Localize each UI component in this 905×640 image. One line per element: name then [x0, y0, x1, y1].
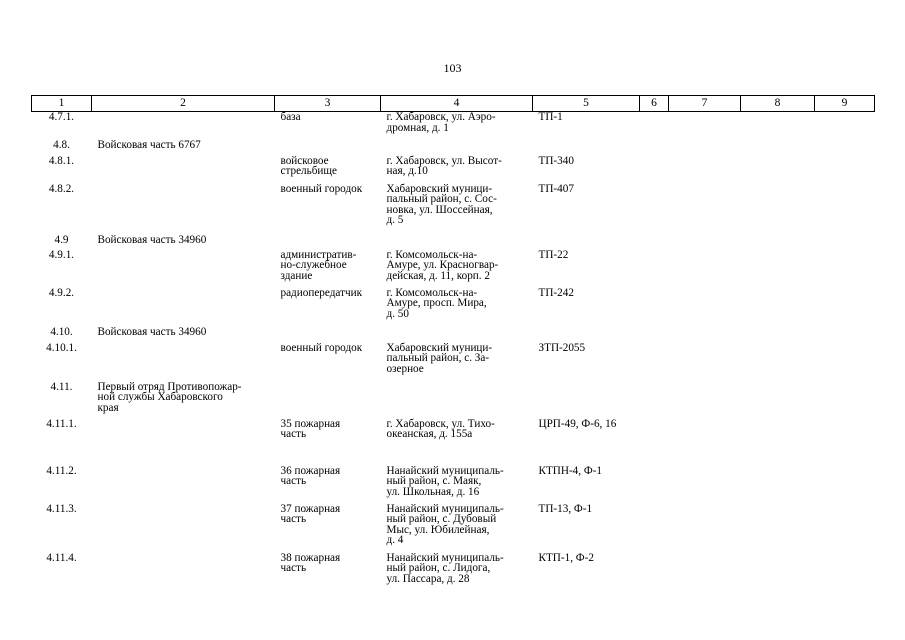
empty-cell-9: [815, 381, 875, 419]
substation-feeder: [533, 326, 640, 343]
organization-name: Войсковая часть 6767: [97, 138, 201, 151]
table-header: [32, 96, 875, 112]
empty-cell-9: [815, 466, 875, 504]
row-number: 4.10.: [50, 325, 73, 338]
column-header-4: 4: [381, 96, 533, 112]
empty-cell-9: [815, 343, 875, 381]
empty-cell-7: [669, 326, 741, 343]
row-number: 4.11.3.: [46, 502, 77, 515]
object-address: Нанайский муниципаль- ный район, с. Лидога, ул. Пассара, д. 28: [386, 551, 504, 585]
substation-feeder: ТП-1: [538, 111, 563, 123]
row-number: 4.8.1.: [48, 154, 75, 167]
empty-cell-9: [815, 250, 875, 288]
object-address: г. Комсомольск-на- Амуре, просп. Мира, д. 50: [386, 286, 487, 320]
empty-cell-9: [815, 553, 875, 591]
group-row: [32, 234, 875, 250]
empty-cell-8: [741, 419, 815, 466]
empty-cell-8: [741, 381, 815, 419]
table-row: [32, 156, 875, 184]
empty-cell-7: [669, 553, 741, 591]
empty-cell-7: [669, 343, 741, 381]
table-row: [32, 250, 875, 288]
column-header-9: 9: [815, 96, 875, 112]
object-type: [275, 139, 381, 156]
empty-cell-7: [669, 381, 741, 419]
substation-feeder: КТП-1, Ф-2: [538, 551, 594, 564]
empty-cell-7: [669, 112, 741, 139]
row-number: 4.9.2.: [48, 286, 75, 299]
empty-cell-6: [640, 504, 669, 553]
row-number: 4.8.2.: [48, 182, 75, 195]
empty-cell-8: [741, 184, 815, 234]
empty-cell-7: [669, 466, 741, 504]
organization-name: [92, 343, 275, 381]
empty-cell-9: [815, 326, 875, 343]
table-row: [32, 553, 875, 591]
organization-name: Первый отряд Противопожар- ной службы Хабаровского края: [97, 380, 242, 414]
object-type: 36 пожарная часть: [280, 464, 341, 487]
empty-cell-6: [640, 156, 669, 184]
empty-cell-6: [640, 184, 669, 234]
empty-cell-7: [669, 250, 741, 288]
organization-name: [92, 184, 275, 234]
empty-cell-6: [640, 250, 669, 288]
object-address: Хабаровский муници- пальный район, с. Сос- новка, ул. Шоссейная, д. 5: [386, 182, 497, 226]
substation-feeder: ТП-340: [538, 154, 574, 167]
object-address: г. Хабаровск, ул. Высот- ная, д.10: [386, 154, 502, 177]
table-row: [32, 112, 875, 139]
object-address: Нанайский муниципаль- ный район, с. Дубовый Мыс, ул. Юбилейная, д. 4: [386, 502, 504, 546]
object-type: [275, 326, 381, 343]
organization-name: [92, 553, 275, 591]
empty-cell-8: [741, 504, 815, 553]
organization-name: [92, 288, 275, 326]
empty-cell-6: [640, 326, 669, 343]
row-number: 4.11.4.: [46, 551, 77, 564]
organization-name: [92, 466, 275, 504]
object-type: [275, 381, 381, 419]
object-address: г. Хабаровск, ул. Аэро- дромная, д. 1: [386, 111, 496, 134]
empty-cell-8: [741, 250, 815, 288]
row-number: 4.7.1.: [48, 111, 75, 123]
column-header-2: 2: [92, 96, 275, 112]
organization-name: [92, 504, 275, 553]
table-body: [32, 112, 875, 591]
empty-cell-9: [815, 139, 875, 156]
empty-cell-8: [741, 139, 815, 156]
empty-cell-6: [640, 381, 669, 419]
object-type: войсковое стрельбище: [280, 154, 337, 177]
row-number: 4.11.: [50, 380, 73, 393]
object-address: г. Хабаровск, ул. Тихо- океанская, д. 155а: [386, 417, 495, 440]
objects-table: [31, 95, 875, 591]
empty-cell-8: [741, 326, 815, 343]
empty-cell-8: [741, 553, 815, 591]
table-row: [32, 184, 875, 234]
substation-feeder: ТП-22: [538, 248, 569, 261]
empty-cell-8: [741, 156, 815, 184]
empty-cell-6: [640, 112, 669, 139]
organization-name: [92, 250, 275, 288]
column-header-8: 8: [741, 96, 815, 112]
column-header-1: 1: [32, 96, 92, 112]
column-header-3: 3: [275, 96, 381, 112]
object-address: [381, 234, 533, 250]
empty-cell-6: [640, 419, 669, 466]
organization-name: [92, 156, 275, 184]
empty-cell-7: [669, 419, 741, 466]
group-row: [32, 139, 875, 156]
organization-name: [92, 419, 275, 466]
empty-cell-9: [815, 184, 875, 234]
object-type: база: [280, 111, 301, 123]
empty-cell-7: [669, 139, 741, 156]
empty-cell-6: [640, 553, 669, 591]
organization-name: [92, 112, 275, 139]
empty-cell-9: [815, 288, 875, 326]
object-address: [381, 326, 533, 343]
header-row: [32, 96, 875, 112]
substation-feeder: КТПН-4, Ф-1: [538, 464, 603, 477]
empty-cell-9: [815, 504, 875, 553]
empty-cell-6: [640, 343, 669, 381]
column-header-5: 5: [533, 96, 640, 112]
object-type: 37 пожарная часть: [280, 502, 341, 525]
row-number: 4.10.1.: [46, 341, 77, 354]
substation-feeder: [533, 381, 640, 419]
object-type: радиопередатчик: [280, 286, 363, 299]
empty-cell-7: [669, 156, 741, 184]
column-header-7: 7: [669, 96, 741, 112]
substation-feeder: ТП-407: [538, 182, 574, 195]
object-address: Нанайский муниципаль- ный район, с. Маяк, ул. Школьная, д. 16: [386, 464, 504, 498]
empty-cell-9: [815, 112, 875, 139]
empty-cell-8: [741, 112, 815, 139]
empty-cell-9: [815, 419, 875, 466]
substation-feeder: ТП-242: [538, 286, 574, 299]
empty-cell-8: [741, 343, 815, 381]
table-row: [32, 466, 875, 504]
object-address: Хабаровский муници- пальный район, с. За- озерное: [386, 341, 493, 375]
empty-cell-6: [640, 234, 669, 250]
table-row: [32, 343, 875, 381]
row-number: 4.11.2.: [46, 464, 77, 477]
row-number: 4.9.1.: [48, 248, 75, 261]
object-address: г. Комсомольск-на- Амуре, ул. Красногвар- дейская, д. 11, корп. 2: [386, 248, 499, 282]
row-number: 4.8.: [53, 138, 70, 151]
row-number: 4.9: [54, 233, 69, 246]
organization-name: Войсковая часть 34960: [97, 233, 207, 246]
empty-cell-9: [815, 234, 875, 250]
group-row: [32, 326, 875, 343]
substation-feeder: ЗТП-2055: [538, 341, 586, 354]
object-type: 35 пожарная часть: [280, 417, 341, 440]
column-header-6: 6: [640, 96, 669, 112]
empty-cell-7: [669, 234, 741, 250]
object-type: военный городок: [280, 341, 363, 354]
table-row: [32, 504, 875, 553]
object-address: [381, 381, 533, 419]
object-type: 38 пожарная часть: [280, 551, 341, 574]
object-address: [381, 139, 533, 156]
object-type: [275, 234, 381, 250]
object-type: административ- но-служебное здание: [280, 248, 357, 282]
page-number: 103: [443, 61, 462, 75]
empty-cell-6: [640, 139, 669, 156]
table-row: [32, 288, 875, 326]
empty-cell-7: [669, 184, 741, 234]
substation-feeder: ТП-13, Ф-1: [538, 502, 593, 515]
empty-cell-8: [741, 288, 815, 326]
organization-name: Войсковая часть 34960: [97, 325, 207, 338]
empty-cell-8: [741, 466, 815, 504]
empty-cell-8: [741, 234, 815, 250]
object-type: военный городок: [280, 182, 363, 195]
group-row: [32, 381, 875, 419]
empty-cell-9: [815, 156, 875, 184]
empty-cell-6: [640, 466, 669, 504]
table-row: [32, 419, 875, 466]
empty-cell-6: [640, 288, 669, 326]
substation-feeder: ЦРП-49, Ф-6, 16: [538, 417, 617, 430]
substation-feeder: [533, 234, 640, 250]
empty-cell-7: [669, 288, 741, 326]
empty-cell-7: [669, 504, 741, 553]
row-number: 4.11.1.: [46, 417, 77, 430]
substation-feeder: [533, 139, 640, 156]
